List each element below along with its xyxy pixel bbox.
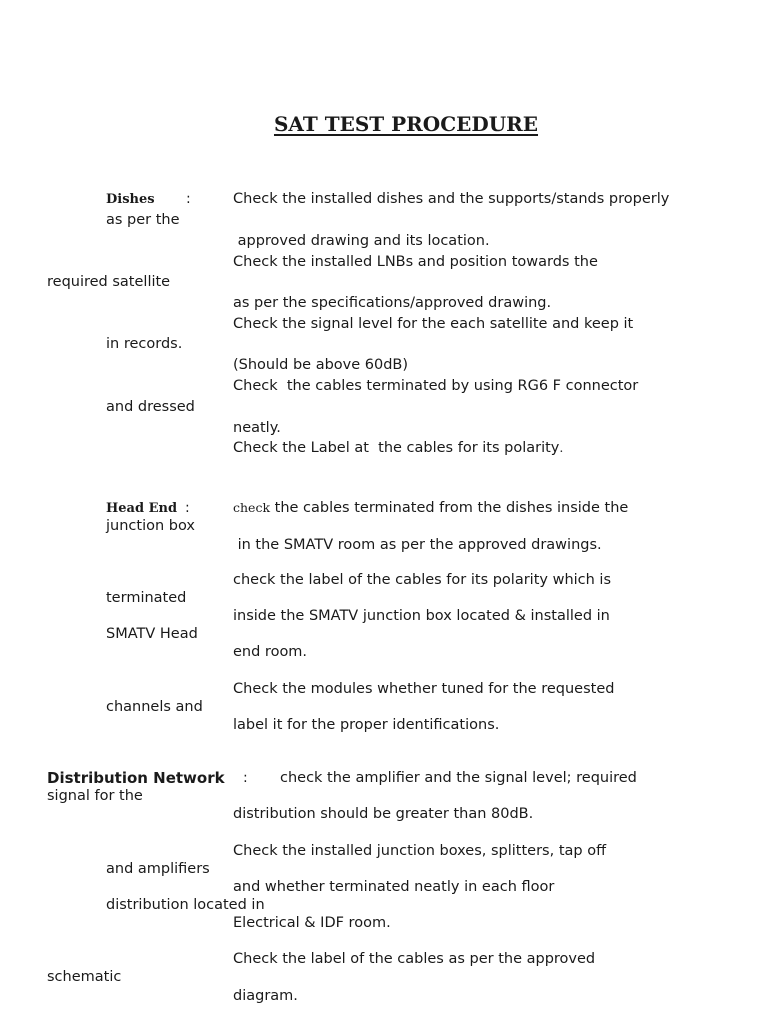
distribution-line: distribution should be greater than 80dB. [233, 806, 534, 822]
dishes-line: in records. [106, 336, 183, 352]
dishes-line: Check the installed LNBs and position towards the [233, 254, 598, 270]
dishes-line: Check the cables terminated by using RG6 F connector [233, 378, 639, 394]
dishes-line: approved drawing and its location. [233, 233, 490, 249]
dishes-line: and dressed [106, 399, 195, 415]
head-end-line [233, 499, 628, 517]
head-end-line: channels and [106, 699, 203, 715]
head-end-label: Head End [106, 501, 178, 516]
head-end-line: check the label of the cables for its polarity which is [233, 572, 612, 588]
distribution-line: and whether terminated neatly in each floor [233, 879, 555, 895]
distribution-line: Check the installed junction boxes, splitters, tap off [233, 843, 607, 859]
head-end-line: terminated [106, 590, 187, 606]
distribution-line: distribution located in [106, 897, 265, 913]
head-end-line: label it for the proper identifications. [233, 717, 500, 733]
dishes-line [233, 439, 563, 457]
distribution-line: check the amplifier and the signal level; required [280, 770, 637, 786]
dishes-line: Check the installed dishes and the supports/stands properly [233, 191, 670, 207]
distribution-line: signal for the [47, 788, 143, 804]
document-title: SAT TEST PROCEDURE [273, 112, 539, 136]
distribution-line: Electrical & IDF room. [233, 915, 391, 931]
dishes-line: (Should be above 60dB) [233, 357, 409, 373]
head-end-line: end room. [233, 644, 308, 660]
distribution-line: and amplifiers [106, 861, 210, 877]
dishes-colon: : [186, 191, 191, 207]
head-end-check-word: check [233, 500, 271, 515]
dishes-line: required satellite [47, 274, 171, 290]
head-end-line: SMATV Head [106, 626, 198, 642]
head-end-line-text: the cables terminated from the dishes inside the [270, 500, 629, 516]
head-end-colon: : [185, 500, 190, 516]
dishes-label: Dishes [106, 192, 155, 207]
dishes-line-period: . [559, 440, 564, 455]
dishes-line: as per the [106, 212, 180, 228]
dishes-line: Check the signal level for the each satellite and keep it [233, 316, 634, 332]
head-end-line: Check the modules whether tuned for the requested [233, 681, 615, 697]
dishes-line-text: Check the Label at the cables for its polarity [233, 440, 560, 456]
distribution-line: diagram. [233, 988, 298, 1004]
head-end-line: junction box [106, 518, 195, 534]
distribution-label: Distribution Network [47, 769, 225, 787]
head-end-line: in the SMATV room as per the approved drawings. [233, 537, 602, 553]
dishes-line: neatly. [233, 420, 281, 436]
distribution-colon: : [243, 770, 248, 786]
distribution-line: schematic [47, 969, 122, 985]
dishes-line: as per the specifications/approved drawing. [233, 295, 552, 311]
head-end-line: inside the SMATV junction box located & installed in [233, 608, 610, 624]
distribution-line: Check the label of the cables as per the approved [233, 951, 596, 967]
